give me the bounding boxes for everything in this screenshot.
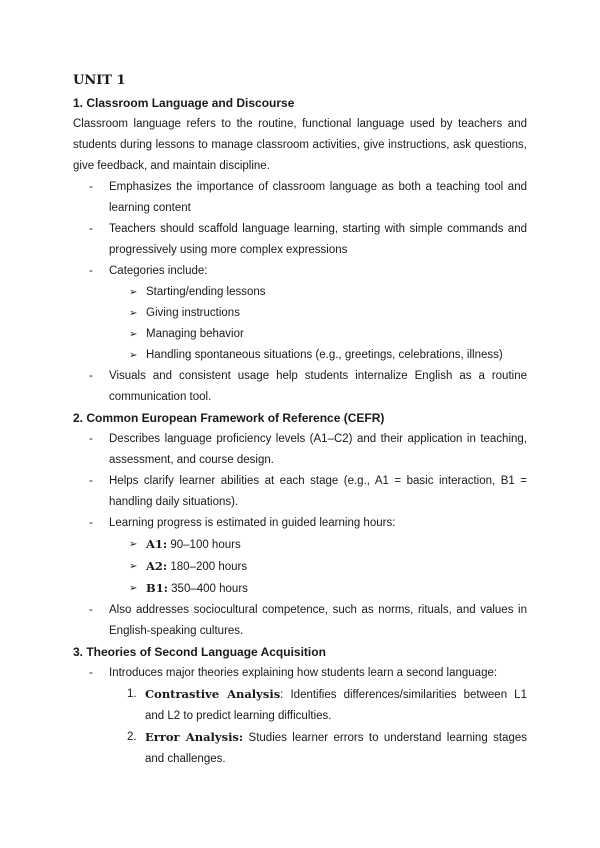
theories-list [73,684,527,770]
theory-item [127,684,527,727]
list-item [73,366,527,408]
level-item [129,556,527,578]
category-item: ➢ Starting/ending lessons [129,282,527,303]
list-item [73,471,527,513]
bullet-text: Describes language proficiency levels (A1–C2) and their application in teaching, assessment, and course design. [109,433,527,466]
list-item [73,513,527,534]
arrow-icon: ➢ [129,329,138,340]
section-heading-1: 1. Classroom Language and Discourse [73,96,295,110]
bullet-text: Emphasizes the importance of classroom language as both a teaching tool and learning content [109,181,527,214]
section-3-bullets [73,663,527,684]
arrow-icon: ➢ [129,539,138,550]
level-value: 350–400 hours [167,583,248,595]
dash-marker: - [89,517,93,529]
section-1-bullets [73,177,527,282]
list-item [73,219,527,261]
level-item [129,578,527,600]
arrow-icon: ➢ [129,308,138,319]
level-label: B1: [146,581,168,595]
bullet-text: Introduces major theories explaining how students learn a second language: [109,667,498,679]
level-value: 90–100 hours [167,539,241,551]
list-item [73,261,527,282]
theory-desc: Identifies differences/similarities between L1 and L2 to predict learning difficulties. [145,689,527,722]
categories-list [73,282,527,366]
document-page [73,72,527,770]
section-heading-3: 3. Theories of Second Language Acquisition [73,645,326,659]
arrow-icon: ➢ [129,287,138,298]
arrow-icon: ➢ [129,561,138,572]
bullet-text: Categories include: [109,265,208,277]
bullet-text: Helps clarify learner abilities at each stage (e.g., A1 = basic interaction, B1 = handling daily situations). [109,475,527,508]
theory-name: Contrastive Analysis [145,687,281,701]
dash-marker: - [89,433,93,445]
section-1-bullets-cont [73,366,527,408]
dash-marker: - [89,475,93,487]
list-item [73,177,527,219]
level-value: 180–200 hours [167,561,248,573]
level-item [129,534,527,556]
section-1-intro: Classroom language refers to the routine, functional language used by teachers and students during lessons to manage classroom activities, give instructions, ask questions, give feedback, and maintain discipline. [73,118,527,172]
section-2-bullets-cont [73,600,527,642]
section-2-bullets [73,429,527,534]
dash-marker: - [89,604,93,616]
theory-number: 2. [127,731,137,743]
list-item [73,429,527,471]
dash-marker: - [89,667,93,679]
dash-marker: - [89,181,93,193]
section-heading-2: 2. Common European Framework of Reference (CEFR) [73,411,385,425]
theory-name: Error Analysis: [145,730,244,744]
cefr-hours-list [73,534,527,600]
dash-marker: - [89,370,93,382]
unit-title: UNIT 1 [73,73,126,88]
list-item [73,663,527,684]
bullet-text: Teachers should scaffold language learning, starting with simple commands and progressively using more complex expressions [109,223,527,256]
dash-marker: - [89,265,93,277]
theory-item [127,727,527,770]
level-label: A2: [146,559,168,573]
theory-sep: : [280,689,284,701]
arrow-icon: ➢ [129,583,138,594]
theory-number: 1. [127,688,137,700]
category-item: ➢ Giving instructions [129,303,527,324]
level-label: A1: [146,537,168,551]
bullet-text: Learning progress is estimated in guided learning hours: [109,517,396,529]
category-item: ➢ Handling spontaneous situations (e.g., greetings, celebrations, illness) [129,345,527,366]
bullet-text: Also addresses sociocultural competence, such as norms, rituals, and values in English-speaking cultures. [109,604,527,637]
theory-desc: Studies learner errors to understand learning stages and challenges. [145,732,527,765]
dash-marker: - [89,223,93,235]
category-item: ➢ Managing behavior [129,324,527,345]
arrow-icon: ➢ [129,350,138,361]
bullet-text: Visuals and consistent usage help students internalize English as a routine communication tool. [109,370,527,403]
list-item [73,600,527,642]
